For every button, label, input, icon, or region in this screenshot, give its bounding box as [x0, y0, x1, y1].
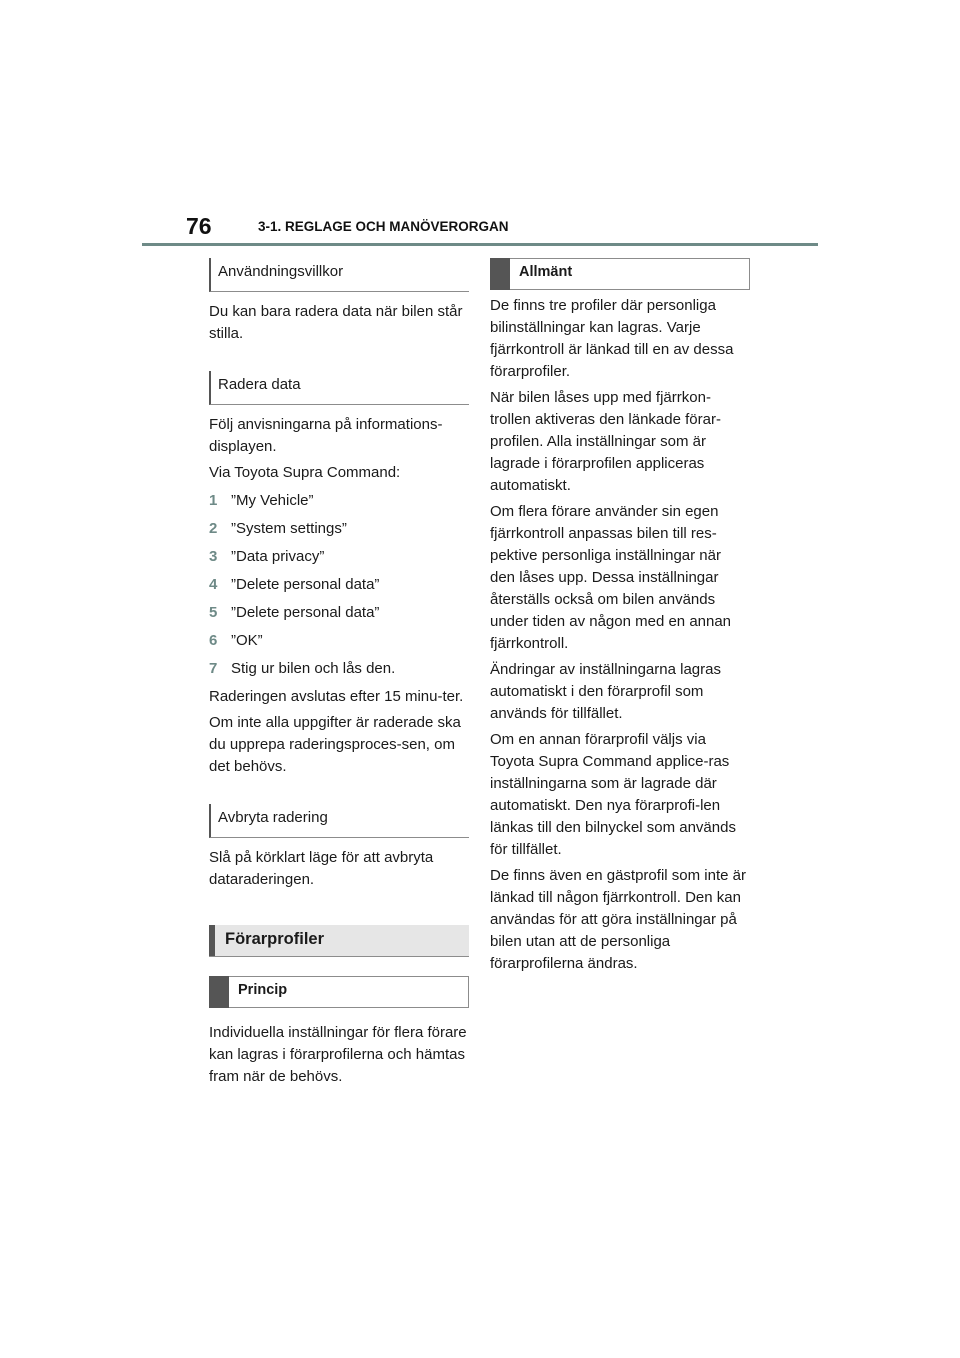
- delete-after-text-1: Raderingen avslutas efter 15 minu-ter.: [209, 688, 464, 705]
- step-text: ”Delete personal data”: [231, 576, 380, 593]
- principle-heading: [209, 976, 469, 1008]
- general-paragraph-4: Ändringar av inställningarna lagras automatiskt i den förarprofil som används för tillfället.: [490, 661, 721, 722]
- delete-intro-text: Följ anvisningarna på informations-displayen.: [209, 416, 443, 455]
- right-column: [490, 258, 750, 975]
- list-item: [209, 630, 469, 652]
- left-column: [209, 258, 469, 1088]
- list-item: [209, 490, 469, 512]
- general-paragraph-3: Om flera förare använder sin egen fjärrkontroll anpassas bilen till res-pektive personliga inställningar när den låses upp. Dessa inställningar återställs också om bilen används under tiden av någon med en annan fjärrkontroll.: [490, 503, 732, 652]
- step-number: 3: [209, 548, 218, 565]
- step-text: ”Data privacy”: [231, 548, 325, 565]
- list-item: [209, 658, 469, 680]
- section-title: Förarprofiler: [225, 930, 325, 948]
- step-number: 2: [209, 520, 218, 537]
- step-number: 5: [209, 604, 218, 621]
- step-text: Stig ur bilen och lås den.: [231, 660, 396, 677]
- heading-label: Allmänt: [519, 264, 573, 280]
- section-marker: [209, 925, 215, 956]
- step-text: ”My Vehicle”: [231, 492, 314, 509]
- list-item: [209, 574, 469, 596]
- usage-conditions-text: Du kan bara radera data när bilen står stilla.: [209, 303, 463, 342]
- step-number: 7: [209, 660, 218, 677]
- cancel-deletion-heading: Avbryta radering: [209, 804, 469, 838]
- general-paragraph-1: De finns tre profiler där personliga bilinställningar kan lagras. Varje fjärrkontroll är länkad till en av dessa förarprofiler.: [490, 297, 734, 380]
- driver-profiles-section-heading: [209, 925, 469, 957]
- chapter-title: 3-1. REGLAGE OCH MANÖVERORGAN: [258, 219, 509, 234]
- step-text: ”System settings”: [231, 520, 347, 537]
- list-item: [209, 518, 469, 540]
- heading-marker: [490, 258, 510, 290]
- step-text: ”Delete personal data”: [231, 604, 380, 621]
- step-number: 4: [209, 576, 218, 593]
- step-text: ”OK”: [231, 632, 263, 649]
- general-paragraph-5: Om en annan förarprofil väljs via Toyota Supra Command applice-ras inställningarna som är lagrade där automatiskt. Den nya förarprofi-len länkas till den bilnyckel som används för tillfället.: [490, 731, 736, 858]
- page-number: 76: [186, 213, 212, 239]
- principle-text: Individuella inställningar för flera förare kan lagras i förarprofilerna och hämtas fram när de behövs.: [209, 1024, 467, 1085]
- general-heading: [490, 258, 750, 290]
- list-item: [209, 602, 469, 624]
- step-number: 1: [209, 492, 218, 509]
- usage-conditions-heading: Användningsvillkor: [209, 258, 469, 292]
- header-rule: [142, 243, 818, 246]
- general-paragraph-6: De finns även en gästprofil som inte är länkad till någon fjärrkontroll. Den kan användas för att göra inställningar på bilen utan att de personliga förarprofilerna ändras.: [490, 867, 746, 972]
- delete-after-text-2: Om inte alla uppgifter är raderade ska du upprepa raderingsproces-sen, om det behövs.: [209, 714, 461, 775]
- cancel-deletion-text: Slå på körklart läge för att avbryta dataraderingen.: [209, 849, 434, 888]
- delete-steps-list: [209, 490, 469, 680]
- delete-data-heading: Radera data: [209, 371, 469, 405]
- heading-label: Princip: [238, 982, 288, 998]
- heading-marker: [209, 976, 229, 1008]
- list-item: [209, 546, 469, 568]
- step-number: 6: [209, 632, 218, 649]
- general-paragraph-2: När bilen låses upp med fjärrkon-trollen aktiveras den länkade förar-profilen. Alla inställningar som är lagrade i förarprofilen appliceras automatiskt.: [490, 389, 721, 494]
- delete-via-text: Via Toyota Supra Command:: [209, 464, 401, 481]
